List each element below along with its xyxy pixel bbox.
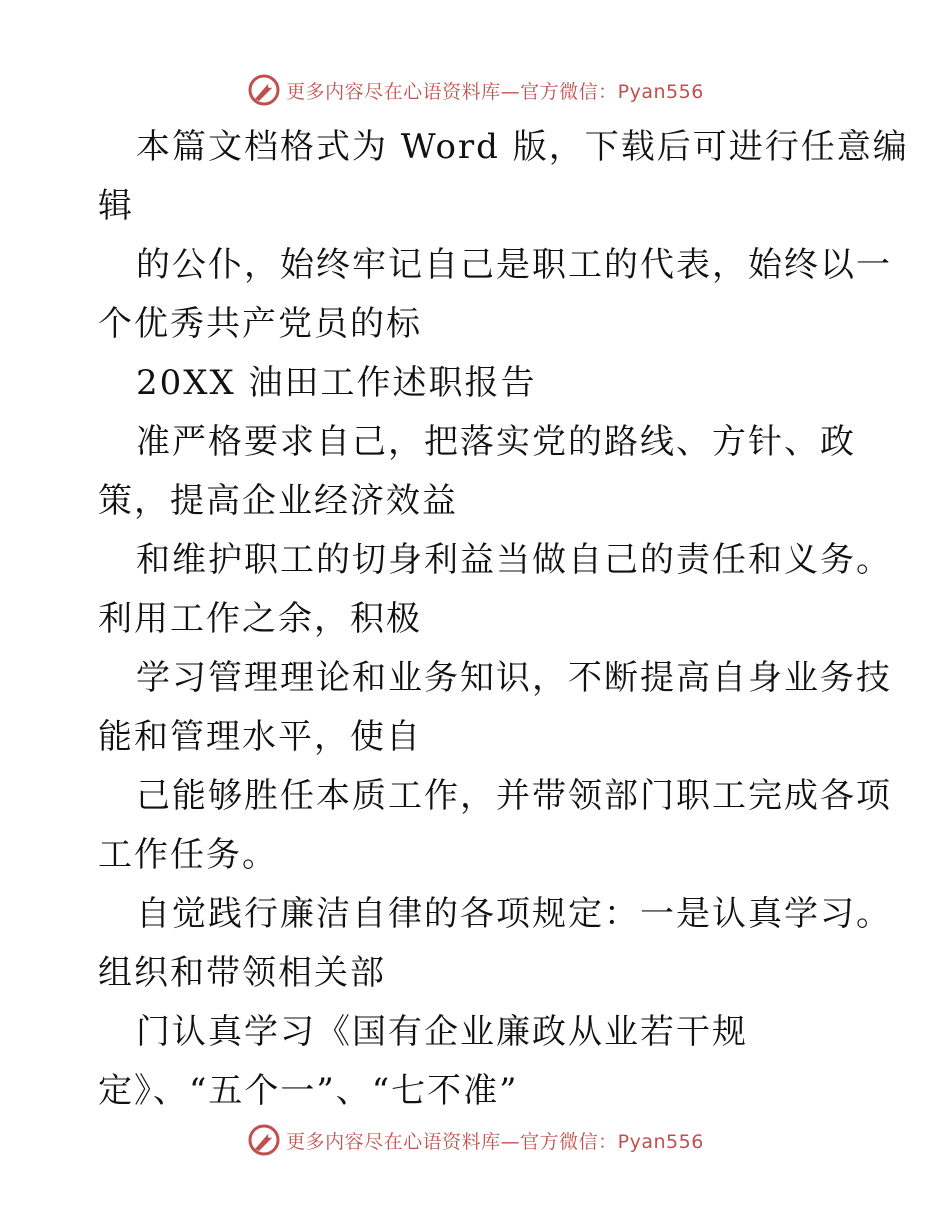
paragraph-line: 和维护职工的切身利益当做自己的责任和义务。 xyxy=(136,540,892,580)
header-watermark xyxy=(0,70,950,110)
document-body xyxy=(98,118,909,1121)
paragraph-line: 学习管理理论和业务知识，不断提高自身业务技 xyxy=(136,658,892,698)
footer-watermark-text: 更多内容尽在心语资料库—官方微信：Pyan556 xyxy=(286,1130,704,1153)
paragraph-line: 能和管理水平，使自 xyxy=(98,717,422,757)
paragraph-line: 策，提高企业经济效益 xyxy=(98,481,458,521)
paragraph-line: 的公仆，始终牢记自己是职工的代表，始终以一 xyxy=(136,245,892,285)
document-title: 20XX 油田工作述职报告 xyxy=(136,363,537,403)
paragraph-line: 己能够胜任本质工作，并带领部门职工完成各项 xyxy=(136,776,892,816)
pen-nib-logo-icon xyxy=(246,1122,282,1158)
paragraph-line: 辑 xyxy=(98,186,134,226)
paragraph-line: 自觉践行廉洁自律的各项规定：一是认真学习。 xyxy=(136,894,892,934)
header-watermark-text: 更多内容尽在心语资料库—官方微信：Pyan556 xyxy=(286,80,704,103)
footer-watermark xyxy=(0,1120,950,1160)
paragraph-line: 组织和带领相关部 xyxy=(98,953,386,993)
paragraph-line: 利用工作之余，积极 xyxy=(98,599,422,639)
paragraph-line: 定》、“五个一”、“七不准” xyxy=(98,1071,519,1111)
paragraph-line: 本篇文档格式为 Word 版，下载后可进行任意编 xyxy=(136,127,909,167)
pen-nib-logo-icon xyxy=(246,72,282,108)
paragraph-line: 个优秀共产党员的标 xyxy=(98,304,422,344)
paragraph-line: 准严格要求自己，把落实党的路线、方针、政 xyxy=(136,422,856,462)
paragraph-line: 工作任务。 xyxy=(98,835,278,875)
paragraph-line: 门认真学习《国有企业廉政从业若干规 xyxy=(136,1012,748,1052)
